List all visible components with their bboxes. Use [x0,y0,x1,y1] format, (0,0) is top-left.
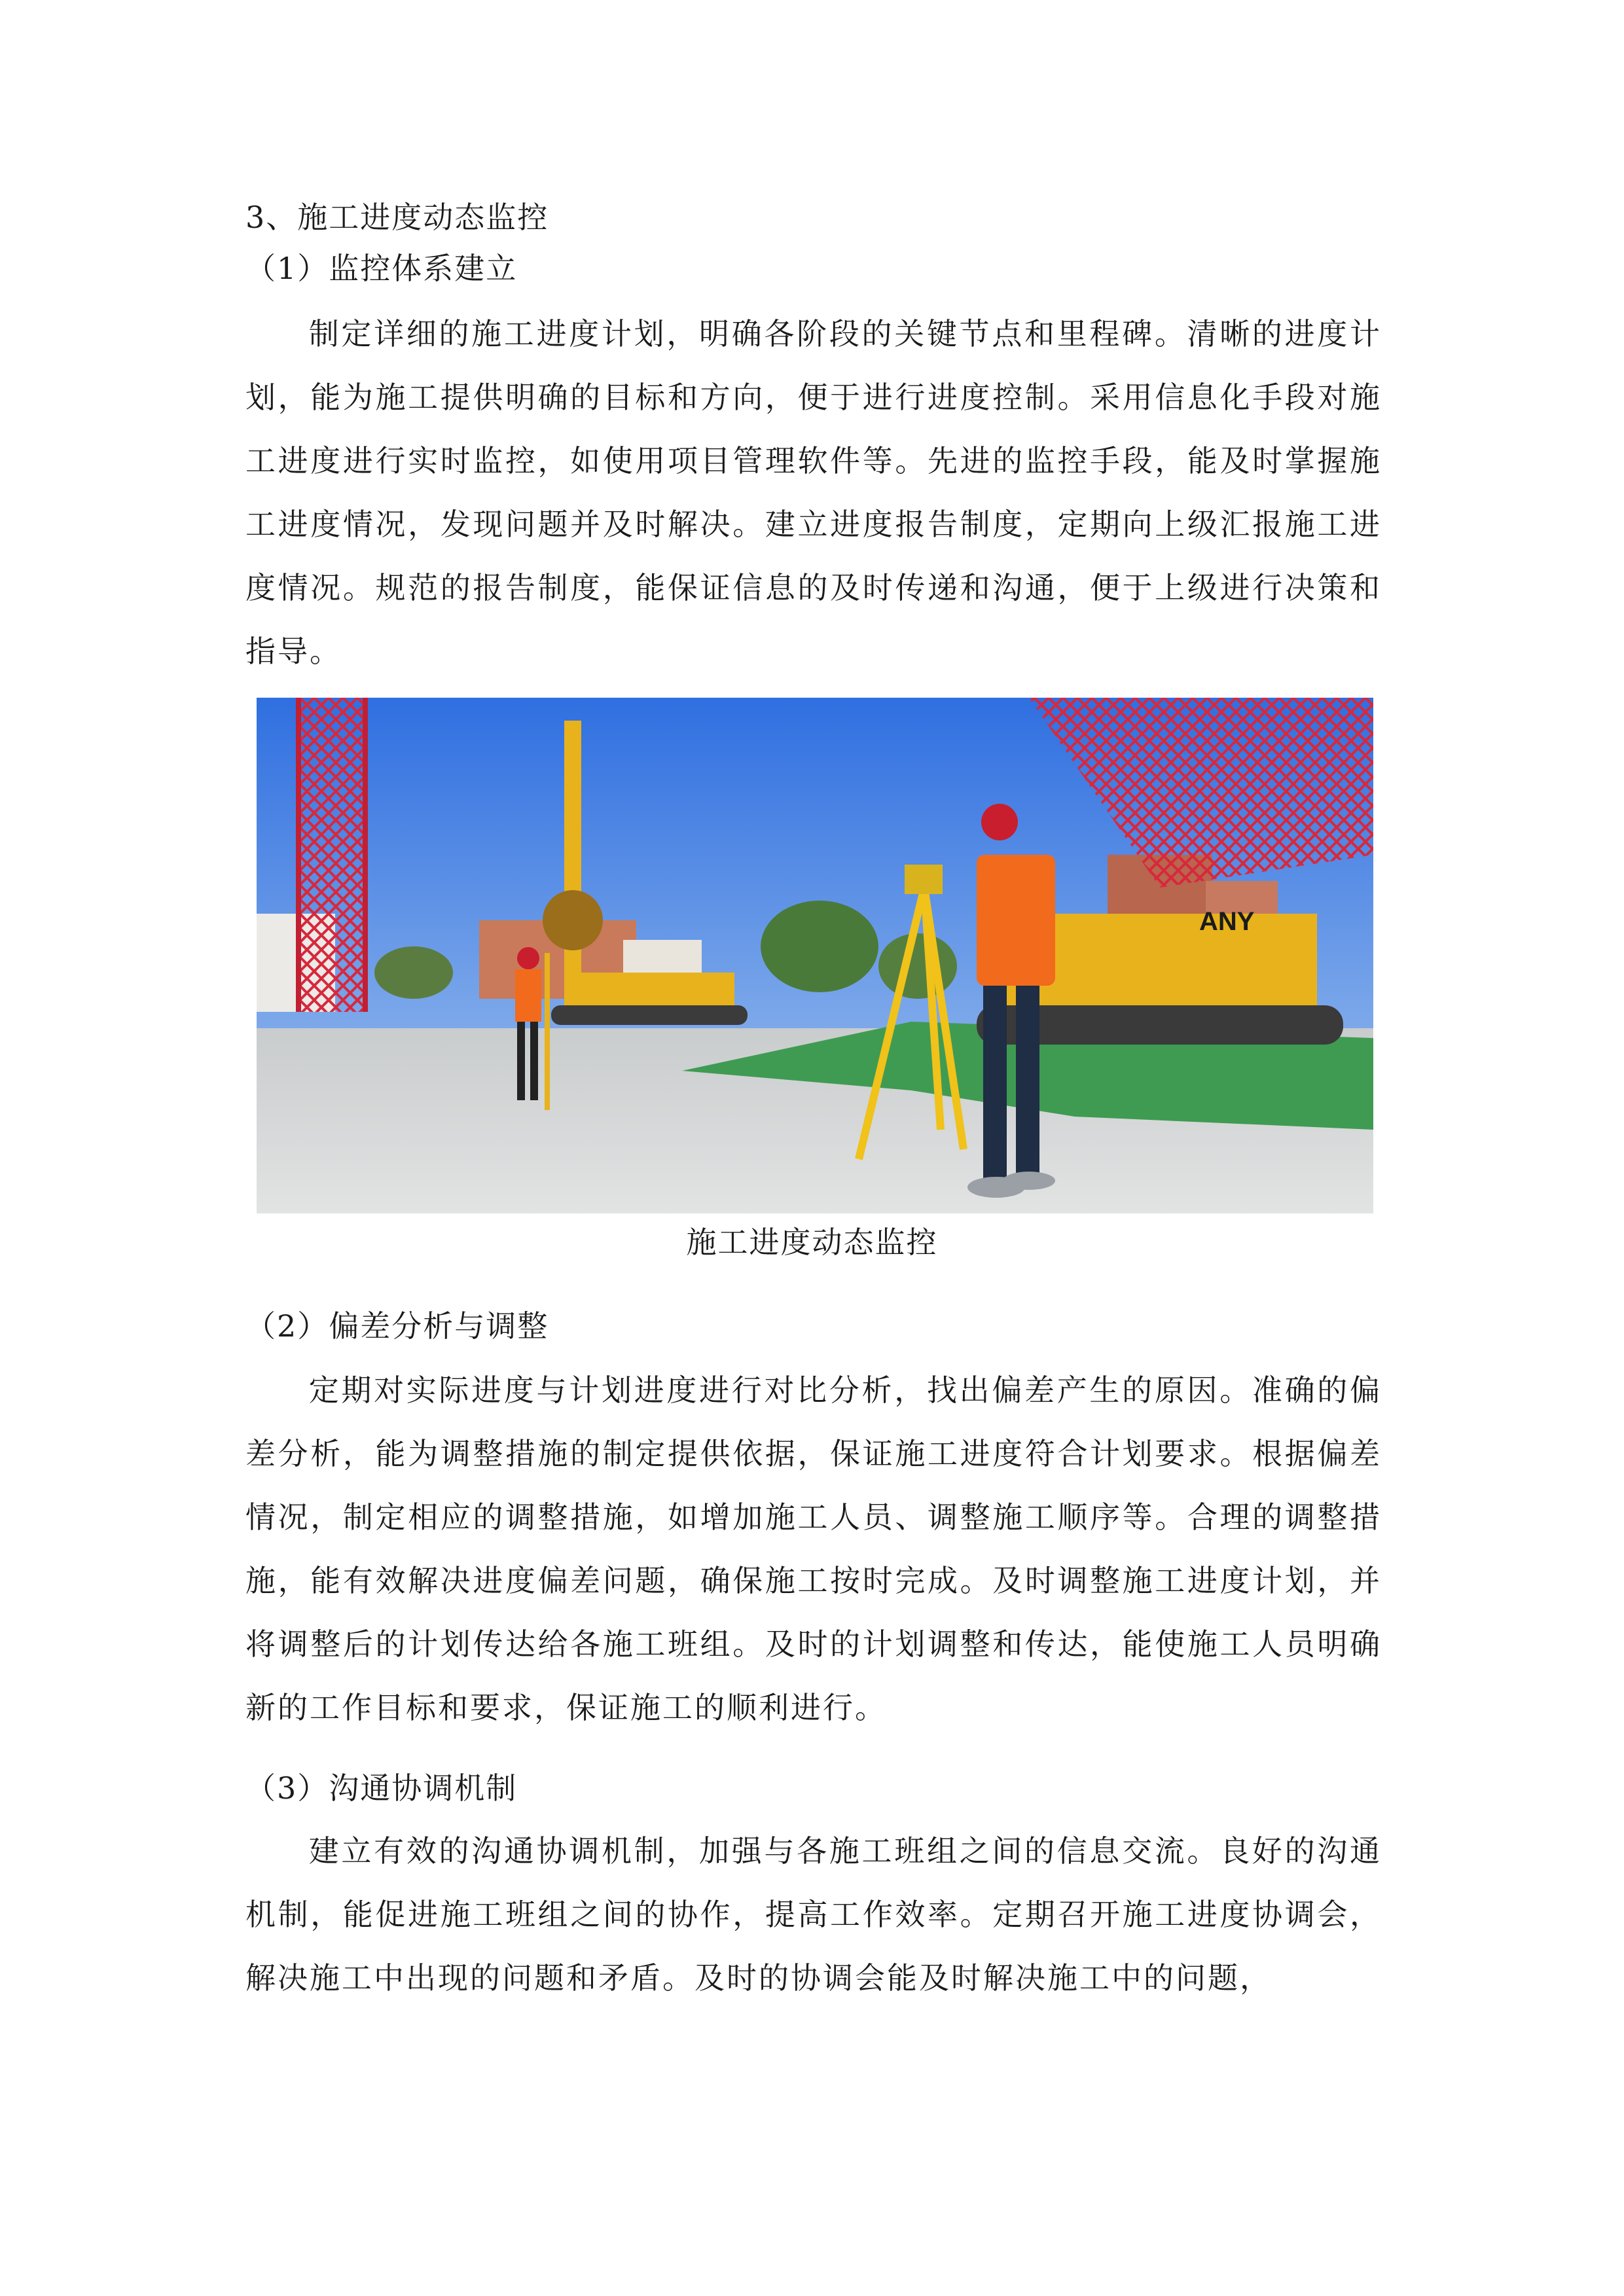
subsection-heading-3: （3）沟通协调机制 [245,1770,518,1806]
construction-scene-illustration [257,698,1373,1213]
machine-brand-label: ANY [1199,907,1255,936]
paragraph-1-text: 制定详细的施工进度计划，明确各阶段的关键节点和里程碑。清晰的进度计划，能为施工提供明确的目标和方向，便于进行进度控制。采用信息化手段对施工进度进行实时监控，如使用项目管理软件等。先进的监控手段，能及时掌握施工进度情况，发现问题并及时解决。建立进度报告制度，定期向上级汇报施工进度情况。规范的报告制度，能保证信息的及时传递和沟通，便于上级进行决策和指导。 [245,316,1382,669]
paragraph-1 [245,302,1382,683]
paragraph-2 [245,1359,1382,1740]
subsection-heading-1: （1）监控体系建立 [245,251,518,286]
paragraph-2-text: 定期对实际进度与计划进度进行对比分析，找出偏差产生的原因。准确的偏差分析，能为调整措施的制定提供依据，保证施工进度符合计划要求。根据偏差情况，制定相应的调整措施，如增加施工人员、调整施工顺序等。合理的调整措施，能有效解决进度偏差问题，确保施工按时完成。及时调整施工进度计划，并将调整后的计划传达给各施工班组。及时的计划调整和传达，能使施工人员明确新的工作目标和要求，保证施工的顺利进行。 [245,1372,1382,1725]
section-heading: 3、施工进度动态监控 [245,200,549,235]
paragraph-3-text: 建立有效的沟通协调机制，加强与各施工班组之间的信息交流。良好的沟通机制，能促进施工班组之间的协作，提高工作效率。定期召开施工进度协调会，解决施工中出现的问题和矛盾。及时的协调会能及时解决施工中的问题， [245,1833,1382,1996]
paragraph-3 [245,1820,1382,2010]
figure-caption: 施工进度动态监控 [686,1225,938,1260]
construction-photo [257,698,1373,1213]
subsection-heading-2: （2）偏差分析与调整 [245,1308,549,1344]
